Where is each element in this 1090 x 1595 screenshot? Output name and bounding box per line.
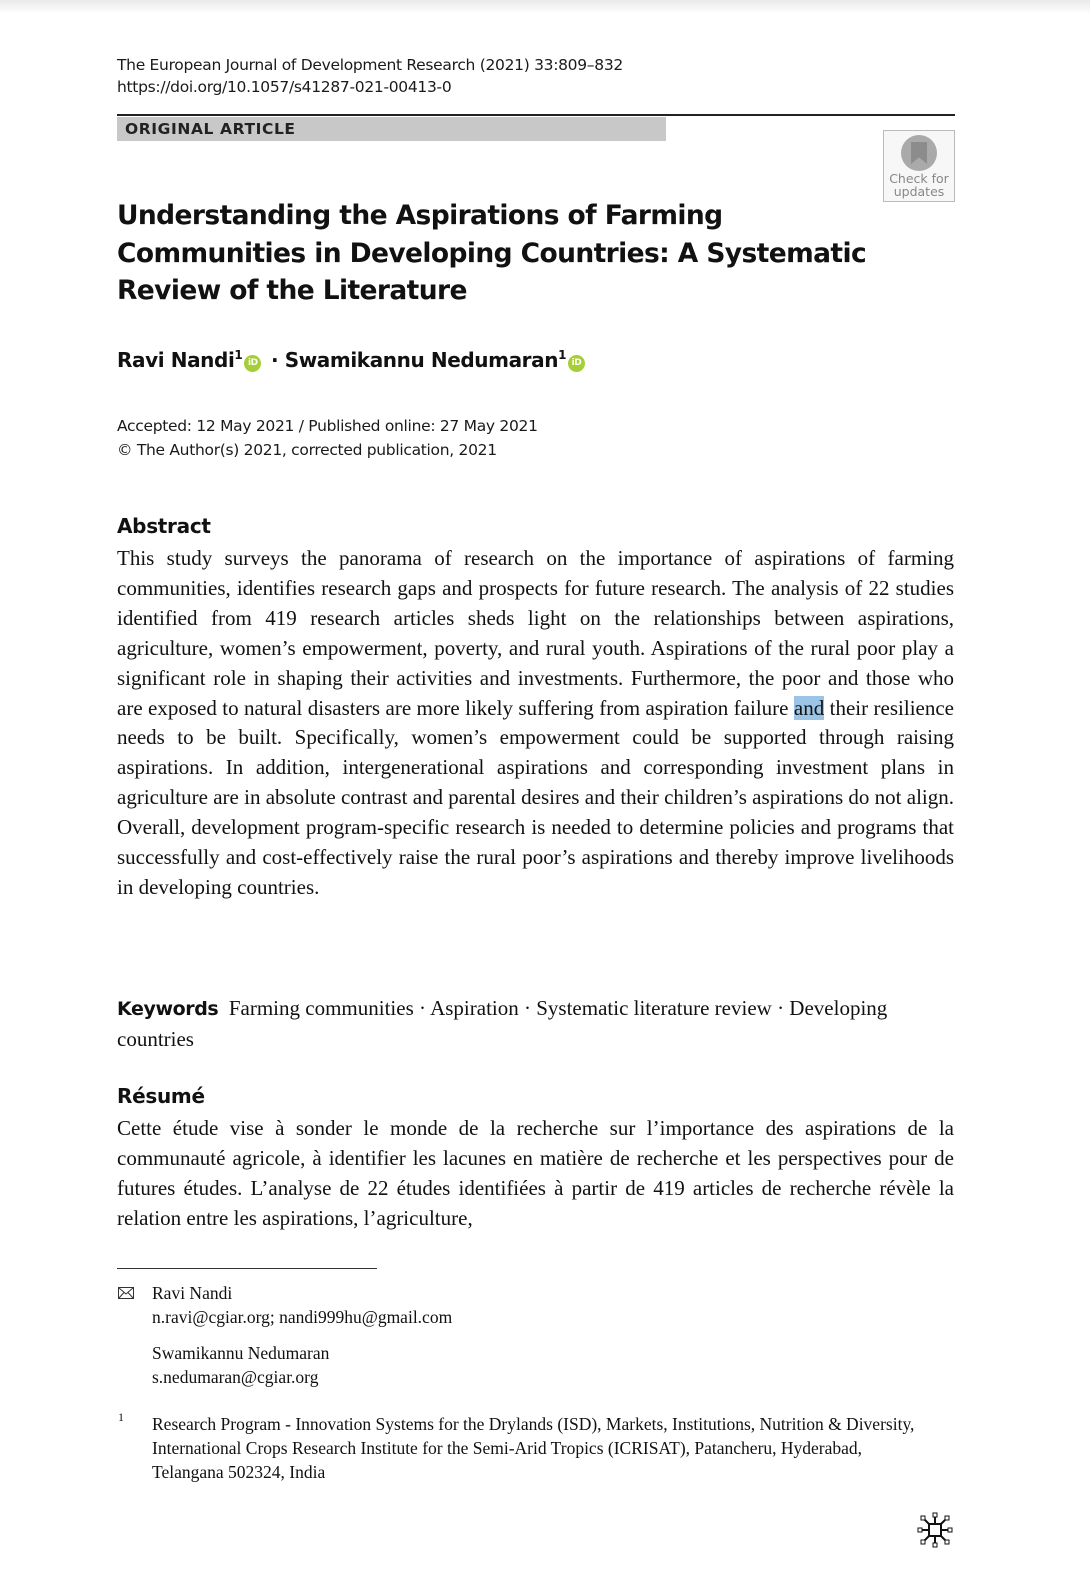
selected-text-highlight[interactable]: and [793,695,825,720]
publication-dates [117,414,538,462]
affiliation-superscript: 1 [234,348,243,362]
keywords [117,993,954,1054]
doi-link[interactable]: https://doi.org/10.1057/s41287-021-00413-0 [117,78,452,96]
check-for-updates-label: Check for updates [889,171,949,199]
resume-heading: Résumé [117,1084,205,1108]
check-for-updates-button[interactable] [883,130,955,202]
keywords-label: Keywords [117,998,219,1020]
footnote-rule [117,1268,377,1269]
affiliation-text: Research Program - Innovation Systems for the Drylands (ISD), Markets, Institutions, Nutrition & Diversity, International Crops Research Institute for the Semi-Arid Tropics (ICRISAT), Patancheru, Hyderabad, Telangana 502324, India [152,1414,915,1482]
contact-name: Swamikannu Nedumaran [152,1343,330,1363]
envelope-icon [118,1287,134,1299]
journal-header [117,54,623,98]
accepted-published-dates: Accepted: 12 May 2021 / Published online: 27 May 2021 [117,417,538,435]
keywords-list: Farming communities · Aspiration · Systematic literature review · Developing countries [117,996,888,1051]
author-list [117,348,588,372]
contact-author-2 [152,1341,329,1389]
author-name[interactable]: Swamikannu Nedumaran [284,348,559,372]
contact-name: Ravi Nandi [152,1283,233,1303]
orcid-icon[interactable]: iD [568,355,585,372]
copyright-notice: © The Author(s) 2021, corrected publication, 2021 [117,441,497,459]
article-type-banner [117,117,666,141]
page-top-shadow [0,0,1090,14]
abstract-text: This study surveys the panorama of research on the importance of aspirations of farming communities, identifies research gaps and prospects for future research. The analysis of 22 studies identified from 419 research articles sheds light on the relationships between aspirations, agriculture, women’s empowerment, poverty, and rural youth. Aspirations of the rural poor play a significant role in shaping their activities and investments. Furthermore, the poor and those who are exposed to natural disasters are more likely suffering from aspiration failure and their resilience needs to be built. Specifically, women’s empowerment could be supported through raising aspirations. In addition, intergenerational aspirations and corresponding investment plans in agriculture are in absolute contrast and parental desires and their children’s aspirations do not align. Overall, development program-specific research is needed to determine policies and programs that successfully and cost-effectively raise the rural poor’s aspirations and thereby improve livelihoods in developing countries. [117,546,955,899]
crossmark-icon [901,135,937,171]
affiliation-superscript: 1 [558,348,567,362]
contact-email[interactable]: n.ravi@cgiar.org; nandi999hu@gmail.com [152,1307,453,1327]
journal-citation: The European Journal of Development Research (2021) 33:809–832 [117,56,623,74]
contact-author-1 [152,1281,452,1329]
affiliation-number: 1 [118,1410,124,1424]
orcid-icon[interactable]: iD [244,355,261,372]
springer-horse-icon [915,1510,955,1550]
author-separator: · [270,348,279,372]
article-type: ORIGINAL ARTICLE [125,120,296,138]
resume-text: Cette étude vise à sonder le monde de la recherche sur l’importance des aspirations de la communauté agricole, à identifier les lacunes en matière de recherche et les perspectives pour de futures études. L’analyse de 22 études identifiées à partir de 419 articles de recherche révèle la relation entre les aspirations, l’agriculture, [117,1116,954,1230]
abstract-heading: Abstract [117,514,211,538]
contact-email[interactable]: s.nedumaran@cgiar.org [152,1367,319,1387]
article-title: Understanding the Aspirations of Farming Communities in Developing Countries: A Systematic Review of the Literature [117,200,867,306]
header-rule [117,114,955,116]
author-name[interactable]: Ravi Nandi [117,348,235,372]
